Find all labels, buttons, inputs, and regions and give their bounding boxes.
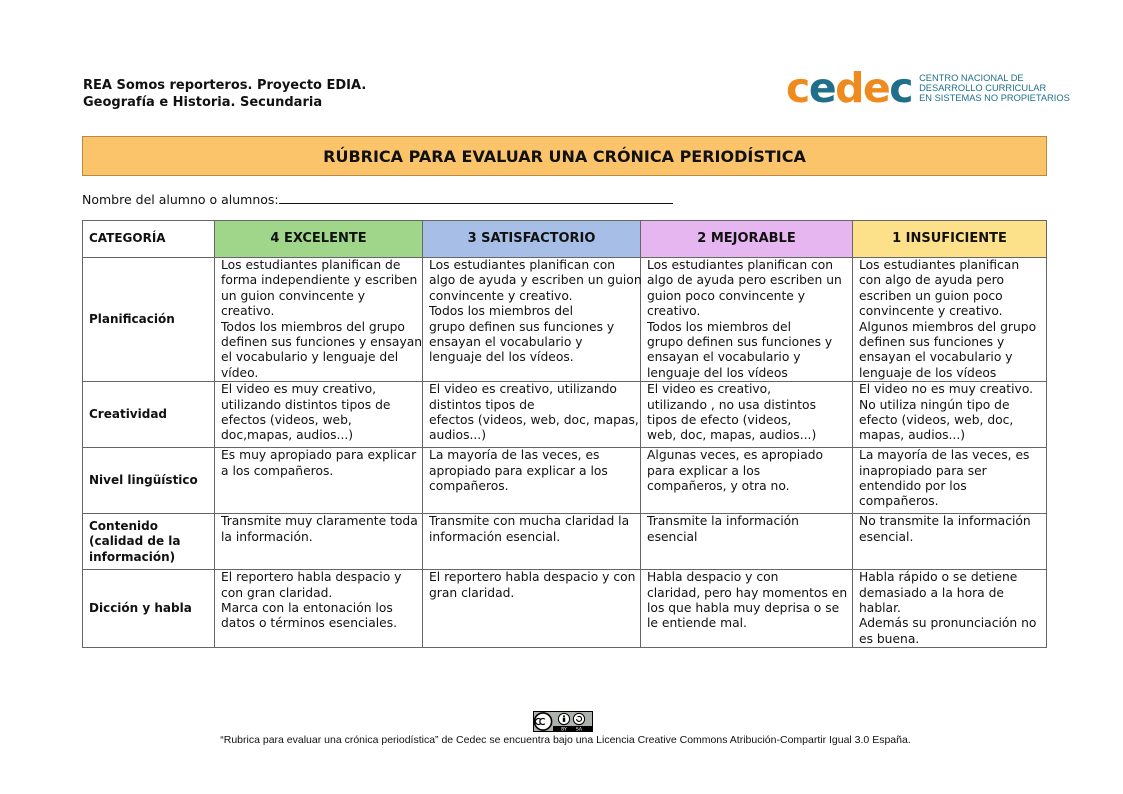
descriptor-line: lenguaje del los vídeos. <box>429 350 574 365</box>
descriptor-cell-satisfactorio <box>423 448 641 514</box>
descriptor-line: Es muy apropiado para explicar <box>221 448 417 463</box>
descriptor-line: convincente y creativo. <box>859 304 1003 319</box>
descriptor-line: es buena. <box>859 631 920 646</box>
cedec-logo-subtitle <box>919 73 1070 103</box>
descriptor-line: claridad, pero hay momentos en <box>647 585 848 600</box>
level-header-mejorable: 2 MEJORABLE <box>641 221 853 258</box>
category-line: información) <box>89 549 176 564</box>
logo-part: c <box>889 64 913 112</box>
descriptor-line: a los compañeros. <box>221 463 334 478</box>
descriptor-line: La mayoría de las veces, es <box>429 448 600 463</box>
descriptor-line: mapas, audios...) <box>859 428 966 443</box>
descriptor-line: doc,mapas, audios...) <box>221 428 354 443</box>
descriptor-cell-insuficiente <box>853 258 1047 382</box>
cc-icon <box>534 713 551 730</box>
descriptor-line: distintos tipos de <box>429 397 535 412</box>
category-cell <box>83 514 215 570</box>
descriptor-line: algo de ayuda pero escriben un <box>647 273 842 288</box>
descriptor-line: con algo de ayuda pero <box>859 273 1004 288</box>
descriptor-line: información esencial. <box>429 529 561 544</box>
logo-subtitle-line: CENTRO NACIONAL DE <box>919 73 1024 83</box>
descriptor-cell-insuficiente <box>853 382 1047 448</box>
descriptor-line: efecto (videos, web, doc, <box>859 413 1014 428</box>
category-line: Planificación <box>89 311 175 326</box>
rubric-row <box>83 382 1047 448</box>
descriptor-cell-insuficiente <box>853 514 1047 570</box>
descriptor-line: inapropiado para ser <box>859 463 987 478</box>
descriptor-line: forma independiente y escriben <box>221 273 418 288</box>
category-line: Creatividad <box>89 407 168 421</box>
descriptor-cell-satisfactorio <box>423 514 641 570</box>
descriptor-line: Además su pronunciación no <box>859 616 1037 631</box>
category-cell <box>83 258 215 382</box>
logo-part: de <box>835 64 890 112</box>
descriptor-line: lenguaje de los vídeos <box>859 365 997 380</box>
rubric-title: RÚBRICA PARA EVALUAR UNA CRÓNICA PERIODÍSTICA <box>82 136 1047 176</box>
descriptor-line: Habla despacio y con <box>647 570 779 585</box>
license-text: “Rubrica para evaluar una crónica periodística” de Cedec se encuentra bajo una Licencia Creative Commons Atribución-Compartir Igual 3.0 España. <box>220 734 911 746</box>
rubric-row <box>83 514 1047 570</box>
logo-part: e <box>808 64 836 112</box>
descriptor-line: No transmite la información <box>859 514 1031 529</box>
descriptor-line: gran claridad. <box>429 585 515 600</box>
descriptor-line: El video es creativo, utilizando <box>429 382 617 397</box>
descriptor-line: tipos de efecto (videos, <box>647 413 792 428</box>
descriptor-line: vídeo. <box>221 365 259 380</box>
descriptor-line: definen sus funciones y ensayan <box>221 335 423 350</box>
descriptor-line: Los estudiantes planifican con <box>429 258 616 272</box>
descriptor-line: el vocabulario y lenguaje del <box>221 350 399 365</box>
descriptor-line: con gran claridad. <box>221 585 333 600</box>
descriptor-cell-excelente <box>215 258 423 382</box>
descriptor-cell-excelente <box>215 514 423 570</box>
descriptor-line: web, doc, mapas, audios...) <box>647 428 817 443</box>
descriptor-line: Todos los miembros del <box>647 319 792 334</box>
logo-part: c <box>786 64 809 112</box>
descriptor-line: Los estudiantes planifican con <box>647 258 834 272</box>
descriptor-line: compañeros, y otra no. <box>647 479 790 494</box>
descriptor-line: le entiende mal. <box>647 616 747 631</box>
descriptor-line: efectos (videos, web, <box>221 413 352 428</box>
descriptor-cell-mejorable <box>641 514 853 570</box>
descriptor-cell-mejorable <box>641 570 853 648</box>
descriptor-line: ensayan el vocabulario y <box>429 335 583 350</box>
descriptor-line: El video es creativo, <box>647 382 772 397</box>
category-line: (calidad de la <box>89 534 181 548</box>
descriptor-line: para explicar a los <box>647 463 761 478</box>
descriptor-line: Algunas veces, es apropiado <box>647 448 824 463</box>
descriptor-line: datos o términos esenciales. <box>221 616 398 631</box>
descriptor-line: Los estudiantes planifican <box>859 258 1020 272</box>
header-line-project: REA Somos reporteros. Proyecto EDIA. <box>83 78 367 93</box>
category-cell <box>83 570 215 648</box>
descriptor-cell-insuficiente <box>853 448 1047 514</box>
descriptor-line: Todos los miembros del <box>429 304 574 319</box>
student-name-blank <box>279 191 673 204</box>
descriptor-line: El video no es muy creativo. <box>859 382 1034 397</box>
descriptor-line: grupo definen sus funciones y <box>647 335 833 350</box>
descriptor-line: Transmite con mucha claridad la <box>429 514 630 529</box>
descriptor-line: convincente y creativo. <box>429 288 573 303</box>
descriptor-line: Algunos miembros del grupo <box>859 319 1037 334</box>
student-name-line <box>82 191 673 207</box>
descriptor-cell-mejorable <box>641 382 853 448</box>
category-cell <box>83 448 215 514</box>
descriptor-line: Los estudiantes planifican de <box>221 258 401 272</box>
descriptor-cell-insuficiente <box>853 570 1047 648</box>
level-header-satisfactorio: 3 SATISFACTORIO <box>423 221 641 258</box>
descriptor-cell-satisfactorio <box>423 382 641 448</box>
descriptor-line: ensayan el vocabulario y <box>859 350 1013 365</box>
descriptor-line: No utiliza ningún tipo de <box>859 397 1010 412</box>
descriptor-line: Habla rápido o se detiene <box>859 570 1018 585</box>
student-name-label: Nombre del alumno o alumnos: <box>82 192 279 207</box>
descriptor-cell-excelente <box>215 448 423 514</box>
descriptor-line: esencial. <box>859 529 914 544</box>
document-header <box>83 77 366 111</box>
descriptor-line: Marca con la entonación los <box>221 601 393 616</box>
descriptor-line: la información. <box>221 529 313 544</box>
descriptor-line: escriben un guion poco <box>859 288 1003 303</box>
rubric-header-row <box>83 221 1047 258</box>
rubric-row <box>83 448 1047 514</box>
rubric-body <box>83 258 1047 648</box>
descriptor-line: grupo definen sus funciones y <box>429 319 615 334</box>
descriptor-cell-mejorable <box>641 258 853 382</box>
cc-by-sa-badge <box>533 711 593 732</box>
descriptor-line: algo de ayuda y escriben un guion <box>429 273 642 288</box>
descriptor-line: Transmite la información <box>647 514 799 529</box>
descriptor-line: entendido por los <box>859 479 967 494</box>
category-line: Nivel lingüístico <box>89 473 198 487</box>
descriptor-cell-excelente <box>215 382 423 448</box>
descriptor-line: compañeros. <box>429 479 509 494</box>
cc-badge-label: SA <box>575 727 583 732</box>
descriptor-line: Todos los miembros del grupo <box>221 319 405 334</box>
cedec-logo <box>786 64 1070 112</box>
category-line: Contenido <box>89 518 158 533</box>
descriptor-line: creativo. <box>221 304 275 319</box>
logo-subtitle-line: EN SISTEMAS NO PROPIETARIOS <box>919 93 1070 103</box>
cc-badge-label: BY <box>561 727 567 732</box>
descriptor-cell-satisfactorio <box>423 258 641 382</box>
rubric-row <box>83 258 1047 382</box>
cedec-logo-wordmark <box>786 64 913 112</box>
descriptor-line: esencial <box>647 529 698 544</box>
header-line-subject: Geografía e Historia. Secundaria <box>83 95 323 110</box>
descriptor-line: El video es muy creativo, <box>221 382 377 397</box>
level-header-insuficiente: 1 INSUFICIENTE <box>853 221 1047 258</box>
descriptor-line: lenguaje del los vídeos <box>647 365 788 380</box>
descriptor-line: los que habla muy deprisa o se <box>647 601 840 616</box>
descriptor-line: Transmite muy claramente toda <box>221 514 418 529</box>
descriptor-line: audios...) <box>429 428 487 443</box>
logo-subtitle-line: DESARROLLO CURRICULAR <box>919 83 1047 93</box>
descriptor-line: ensayan el vocabulario y <box>647 350 801 365</box>
descriptor-line: guion poco convincente y <box>647 288 806 303</box>
category-line: Dicción y habla <box>89 601 192 616</box>
category-header: CATEGORÍA <box>83 221 215 258</box>
descriptor-line: demasiado a la hora de <box>859 585 1004 600</box>
level-header-excelente: 4 EXCELENTE <box>215 221 423 258</box>
descriptor-line: utilizando , no usa distintos <box>647 397 816 412</box>
descriptor-line: compañeros. <box>859 494 939 509</box>
share-alike-icon <box>573 713 584 724</box>
descriptor-line: La mayoría de las veces, es <box>859 448 1030 463</box>
descriptor-line: El reportero habla despacio y <box>221 570 402 585</box>
descriptor-line: creativo. <box>647 304 701 319</box>
descriptor-cell-satisfactorio <box>423 570 641 648</box>
rubric-row <box>83 570 1047 648</box>
descriptor-line: hablar. <box>859 601 901 616</box>
descriptor-line: un guion convincente y <box>221 288 365 303</box>
descriptor-line: definen sus funciones y <box>859 335 1005 350</box>
descriptor-line: utilizando distintos tipos de <box>221 397 391 412</box>
descriptor-line: apropiado para explicar a los <box>429 463 608 478</box>
descriptor-cell-excelente <box>215 570 423 648</box>
rubric-table <box>82 220 1047 648</box>
descriptor-line: El reportero habla despacio y con <box>429 570 636 585</box>
category-cell <box>83 382 215 448</box>
descriptor-line: efectos (videos, web, doc, mapas, <box>429 413 639 428</box>
descriptor-cell-mejorable <box>641 448 853 514</box>
